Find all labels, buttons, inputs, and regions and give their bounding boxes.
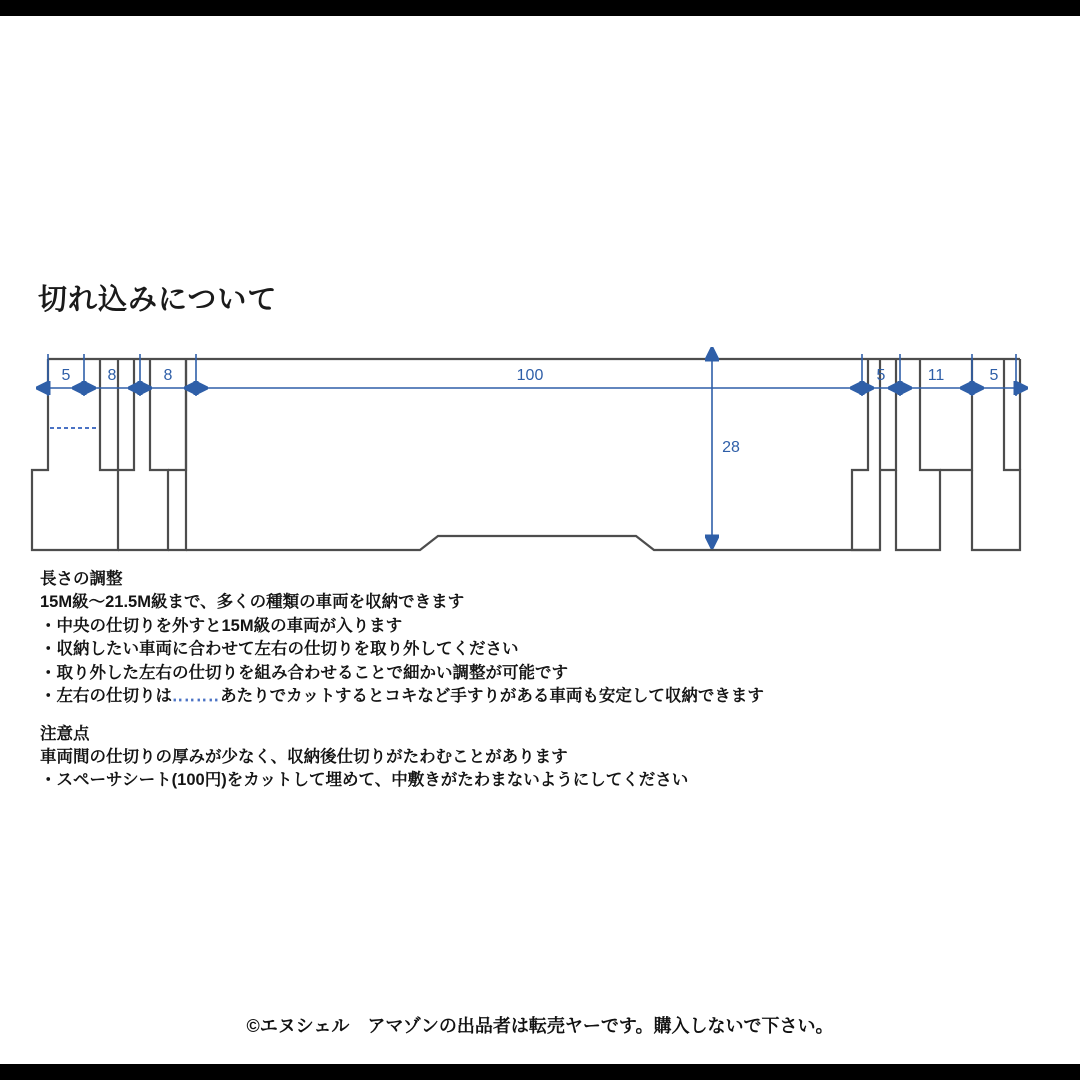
dim-label-5-right-a: 5 [876, 367, 886, 384]
notes-section2-heading: 注意点 [40, 724, 90, 743]
dim-label-8-b: 8 [163, 367, 173, 384]
notes-section1-line-1: ・中央の仕切りを外すと15M級の車両が入ります [40, 616, 403, 635]
notes-section2-line-1: ・スペーサシート(100円)をカットして埋めて、中敷きがたわまないようにしてください [40, 771, 689, 790]
notes-section1-heading: 長さの調整 [40, 570, 123, 588]
footer-copyright: ©エヌシェル アマゾンの出品者は転売ヤーです。購入しないで下さい。 [246, 1016, 834, 1036]
dim-label-5-left: 5 [61, 367, 71, 384]
notes-section1-line-3: ・取り外した左右の仕切りを組み合わせることで細かい調整が可能です [40, 663, 568, 682]
dim-label-28: 28 [722, 439, 740, 456]
dim-label-100: 100 [516, 367, 544, 384]
dim-label-5-right-b: 5 [989, 367, 999, 384]
dotted-line-prefix: ・左右の仕切りは [40, 687, 172, 706]
cutout-diagram [0, 340, 1080, 570]
notes-spacer [40, 709, 1050, 723]
notes-dotted-cut-line [40, 685, 1050, 708]
frame-bottom-band [0, 1064, 1080, 1080]
dim-label-8-a: 8 [107, 367, 117, 384]
frame-top-band [0, 0, 1080, 16]
dotted-line-suffix: あたりでカットするとコキなど手すりがある車両も安定して収納できます [220, 687, 764, 706]
notes-section2-line-0: 車両間の仕切りの厚みが少なく、収納後仕切りがたわむことがあります [40, 747, 568, 766]
dim-label-11: 11 [927, 367, 945, 384]
notes-block [40, 568, 1050, 793]
notes-section1-line-2: ・収納したい車両に合わせて左右の仕切りを取り外してください [40, 640, 519, 659]
dimension-labels [62, 367, 999, 456]
notes-section1-line-0: 15M級〜21.5M級まで、多くの種類の車両を収納できます [40, 593, 465, 612]
page-title: 切れ込みについて [38, 284, 278, 316]
dotted-line-mark: ‥‥‥‥ [172, 687, 221, 706]
